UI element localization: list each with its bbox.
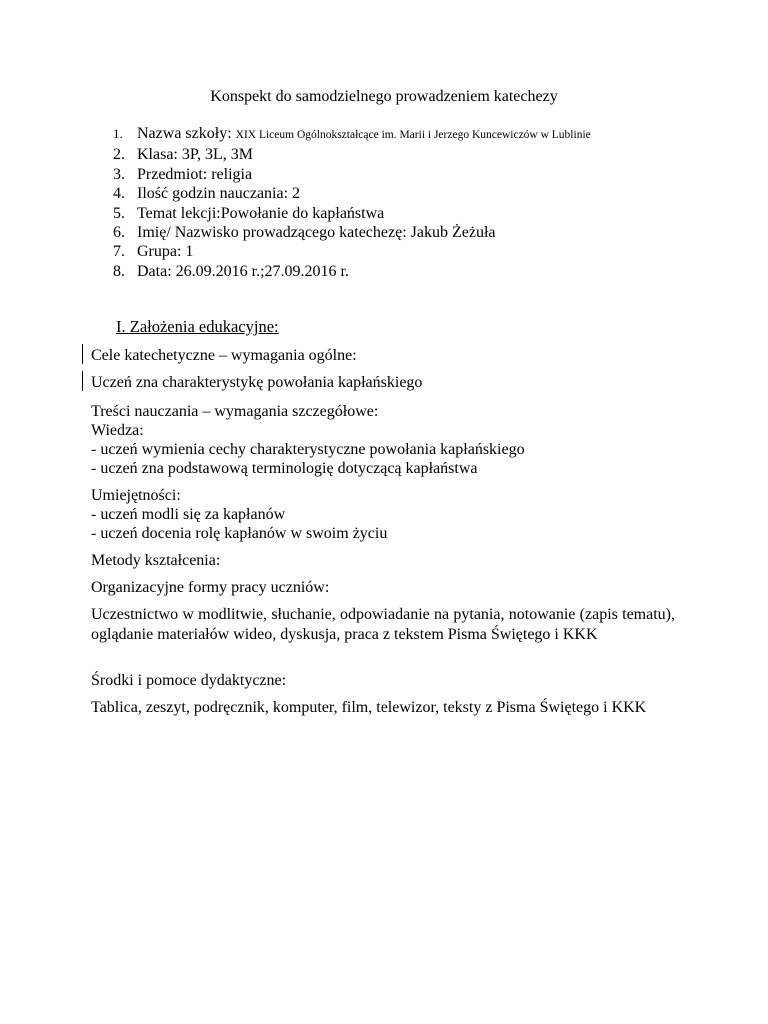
list-text: Temat lekcji:Powołanie do kapłaństwa (137, 204, 385, 222)
list-item (113, 223, 591, 242)
change-bar (82, 344, 83, 364)
umiejetnosci-heading: Umiejętności: (91, 487, 181, 504)
list-item (113, 184, 591, 203)
list-number: 1. (113, 126, 123, 141)
lesson-info-list (113, 124, 591, 281)
list-number: 2. (113, 146, 125, 164)
list-text: Data: 26.09.2016 r.;27.09.2016 r. (137, 262, 349, 280)
list-text: Imię/ Nazwisko prowadzącego katechezę: Jakub Żeżuła (137, 224, 496, 242)
wiedza-heading: Wiedza: (91, 422, 144, 439)
list-text: Klasa: 3P, 3L, 3M (137, 146, 253, 164)
list-item (113, 124, 591, 145)
list-item (113, 262, 591, 281)
list-number: 4. (113, 185, 125, 203)
list-item (113, 165, 591, 184)
srodki-text: Tablica, zeszyt, podręcznik, komputer, film, telewizor, teksty z Pisma Świętego i KKK (91, 699, 647, 716)
metody-heading: Metody kształcenia: (91, 552, 221, 569)
formy-heading: Organizacyjne formy pracy uczniów: (91, 579, 330, 596)
formy-text: Uczestnictwo w modlitwie, słuchanie, odpowiadanie na pytania, notowanie (zapis tematu), oglądanie materiałów wideo, dyskusja, praca z tekstem Pisma Świętego i KKK (91, 606, 675, 643)
list-text: Ilość godzin nauczania: 2 (137, 185, 301, 203)
srodki-heading: Środki i pomoce dydaktyczne: (91, 672, 287, 689)
list-text: Przedmiot: religia (137, 165, 253, 183)
wiedza-item: - uczeń zna podstawową terminologię dotyczącą kapłaństwa (91, 460, 478, 477)
school-name: XIX Liceum Ogólnokształcące im. Marii i Jerzego Kuncewiczów w Lublinie (235, 129, 591, 141)
change-bar (82, 371, 83, 391)
list-number: 5. (113, 204, 125, 222)
umiejetnosci-item: - uczeń modli się za kapłanów (91, 506, 286, 523)
school-label: Nazwa szkoły: (137, 125, 236, 142)
list-item (113, 145, 591, 164)
tresci-heading: Treści nauczania – wymagania szczegółowe: (91, 403, 379, 420)
wiedza-item: - uczeń wymienia cechy charakterystyczne powołania kapłańskiego (91, 441, 525, 458)
section-heading: I. Założenia edukacyjne: (116, 317, 279, 336)
list-number: 7. (113, 243, 125, 261)
cele-heading: Cele katechetyczne – wymagania ogólne: (91, 347, 357, 364)
list-text: Grupa: 1 (137, 243, 194, 261)
list-number: 8. (113, 262, 125, 280)
list-number: 6. (113, 224, 125, 242)
umiejetnosci-item: - uczeń docenia rolę kapłanów w swoim życiu (91, 525, 388, 542)
list-number: 3. (113, 165, 125, 183)
document-title: Konspekt do samodzielnego prowadzeniem katechezy (210, 88, 558, 105)
list-item (113, 204, 591, 223)
cele-text: Uczeń zna charakterystykę powołania kapłańskiego (91, 374, 423, 391)
list-item (113, 242, 591, 261)
